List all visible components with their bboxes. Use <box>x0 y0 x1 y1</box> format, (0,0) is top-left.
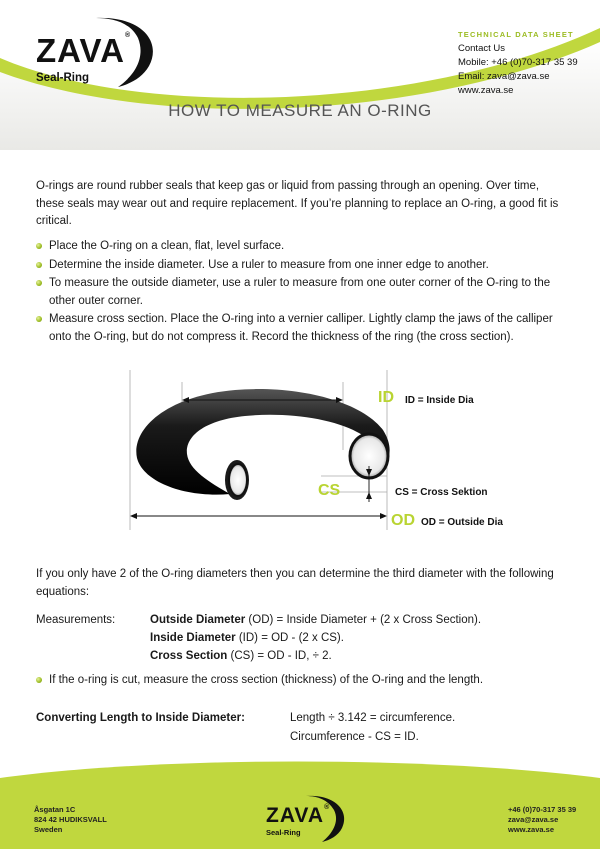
contact-website[interactable]: www.zava.se <box>458 85 514 96</box>
bullet-icon <box>36 316 42 322</box>
measurements-equations <box>150 611 481 665</box>
cs-abbreviation: CS <box>318 482 341 499</box>
footer-address: Åsgatan 1C 824 42 HUDIKSVALL Sweden <box>34 805 107 834</box>
intro-paragraph: O-rings are round rubber seals that keep gas or liquid from passing through an opening. Over time, these seals may wear out and require replacement. If you’re planning to replace an O-ring, a good fit is critical. <box>36 180 559 227</box>
list-item: Place the O-ring on a clean, flat, level surface. <box>36 238 571 256</box>
list-item: If the o-ring is cut, measure the cross section (thickness) of the O-ring and the length. <box>36 672 571 690</box>
measurements-label: Measurements: <box>36 614 116 626</box>
contact-email[interactable]: Email: zava@zava.se <box>458 71 550 82</box>
ring-body <box>136 389 389 495</box>
od-abbreviation: OD <box>391 512 415 529</box>
header-logo[interactable] <box>34 16 164 90</box>
od-label: OD = Outside Dia <box>421 517 503 528</box>
converting-label: Converting Length to Inside Diameter: <box>36 712 245 724</box>
converting-line-1: Length ÷ 3.142 = circumference. <box>290 712 456 724</box>
equation-od: Outside Diameter (OD) = Inside Diameter + (2 x Cross Section). <box>150 614 482 626</box>
cut-note-list <box>36 672 571 691</box>
footer-logo[interactable] <box>262 794 352 844</box>
equation-cs: Cross Section (CS) = OD - ID, ÷ 2. <box>150 650 332 662</box>
logo-wordmark: ZAVA® <box>266 804 331 827</box>
contact-mobile[interactable]: Mobile: +46 (0)70-317 35 39 <box>458 57 578 68</box>
od-arrow-right <box>380 513 387 519</box>
ring-cross-section-left <box>229 464 247 496</box>
logo-subtitle: Seal-Ring <box>266 828 301 837</box>
cs-label: CS = Cross Sektion <box>395 487 488 498</box>
od-arrow-left <box>130 513 137 519</box>
bullet-icon <box>36 280 42 286</box>
list-item: Determine the inside diameter. Use a ruler to measure from one inner edge to another. <box>36 257 571 275</box>
id-label: ID = Inside Dia <box>405 395 474 406</box>
equations-intro: If you only have 2 of the O-ring diameters then you can determine the third diameter with the following equations: <box>36 568 554 598</box>
converting-line-2: Circumference - CS = ID. <box>290 731 419 743</box>
footer-email[interactable]: zava@zava.se <box>508 815 559 824</box>
logo-wordmark: ZAVA® <box>36 32 132 69</box>
o-ring-diagram <box>125 370 395 530</box>
doc-type-label: TECHNICAL DATA SHEET <box>458 30 574 39</box>
bullet-icon <box>36 262 42 268</box>
footer-phone[interactable]: +46 (0)70-317 35 39 <box>508 805 577 814</box>
bullet-icon <box>36 677 42 683</box>
list-item: To measure the outside diameter, use a ruler to measure from one outer corner of the O-ring to the other outer corner. <box>36 275 571 310</box>
footer-contact <box>508 805 576 835</box>
footer-website[interactable]: www.zava.se <box>508 825 554 834</box>
contact-heading: Contact Us <box>458 43 505 54</box>
equation-id: Inside Diameter (ID) = OD - (2 x CS). <box>150 632 344 644</box>
logo-subtitle: Seal-Ring <box>36 72 90 84</box>
bullet-icon <box>36 243 42 249</box>
cs-arrow-bottom <box>366 492 372 499</box>
page-title: HOW TO MEASURE AN O-RING <box>168 101 432 120</box>
id-abbreviation: ID <box>378 389 394 406</box>
list-item: Measure cross section. Place the O-ring into a vernier calliper. Lightly clamp the jaws of the calliper onto the O-ring, but do not compress it. Record the thickness of the ring (the cross section). <box>36 311 571 346</box>
steps-list <box>36 238 571 347</box>
